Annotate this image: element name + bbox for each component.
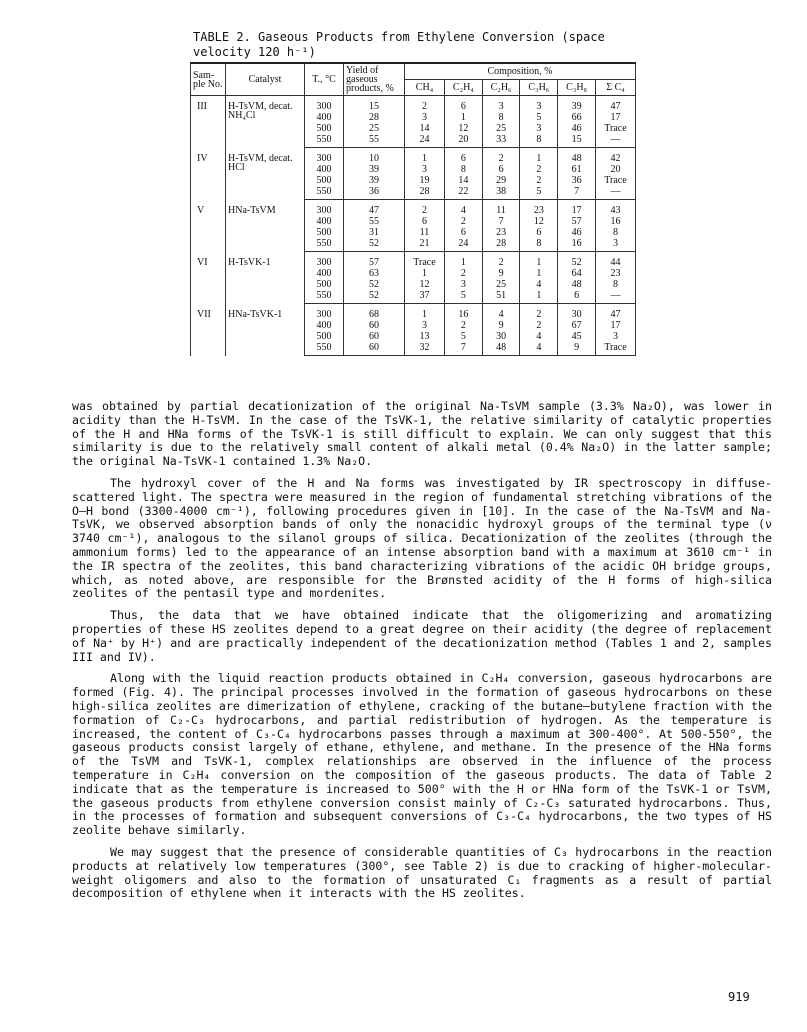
yield-cell: 28 [344,112,405,123]
yield-cell: 47 [344,200,405,217]
header-composition-col: C₂H₆ [482,80,520,96]
composition-cell: 67 [558,320,596,331]
yield-cell: 10 [344,148,405,165]
composition-cell: 5 [520,186,558,200]
composition-cell: 2 [482,148,520,165]
temperature-cell: 550 [305,290,344,304]
composition-cell: 9 [482,268,520,279]
composition-cell: 7 [558,186,596,200]
header-composition: Composition, % [405,63,636,80]
composition-cell: 8 [482,112,520,123]
composition-cell: 36 [558,175,596,186]
composition-cell: 17 [595,320,635,331]
composition-cell: 1 [405,268,445,279]
header-yield: Yield of gaseous products, % [344,63,405,96]
yield-cell: 52 [344,279,405,290]
composition-cell: 66 [558,112,596,123]
body-paragraph: The hydroxyl cover of the H and Na forms was investigated by IR spectroscopy in diffuse-scattered light. The spectra were measured in the region of fundamental stretching vibrations of the O—H bond (3300-4000 cm⁻¹), following procedures given in [10]. In the case of the Na-TsVM and Na-TsVK, we observed absorption bands of only the nonacidic hydroxyl groups of the terminal type (ν 3740 cm⁻¹), analogous to the silanol groups of silica. Decationization of the zeolites (through the ammonium forms) led to the appearance of an intense absorption band with a maximum at 3610 cm⁻¹ in the IR spectra of the zeolites, this band characterizing vibrations of the acidic OH bridge groups, which, as noted above, are responsible for the Brønsted acidity of the H forms of high-silica zeolites of the pentasil type and mordenites. [72,475,772,601]
composition-cell: 30 [558,304,596,321]
composition-cell: 5 [444,331,482,342]
composition-cell: 2 [520,164,558,175]
composition-cell: 42 [595,148,635,165]
composition-cell: 47 [595,304,635,321]
composition-cell: 23 [520,200,558,217]
temperature-cell: 400 [305,320,344,331]
temperature-cell: 550 [305,186,344,200]
yield-cell: 36 [344,186,405,200]
composition-cell: 8 [595,279,635,290]
composition-cell: 20 [444,134,482,148]
composition-cell: 2 [520,320,558,331]
composition-cell: 39 [558,96,596,113]
composition-cell: 19 [405,175,445,186]
composition-cell: 3 [520,123,558,134]
article-body [72,400,772,909]
header-composition-col: C₃H₈ [558,80,596,96]
composition-cell: 3 [520,96,558,113]
composition-cell: 46 [558,123,596,134]
composition-cell: 12 [444,123,482,134]
composition-cell: 52 [558,252,596,269]
header-sample: Sam-ple No. [191,63,226,96]
table-row [191,148,636,165]
temperature-cell: 500 [305,227,344,238]
temperature-cell: 500 [305,123,344,134]
catalyst-name: H-TsVM, decat. HCl [226,148,305,200]
composition-cell: 64 [558,268,596,279]
composition-cell: 8 [444,164,482,175]
composition-cell: 6 [444,96,482,113]
composition-cell: 17 [558,200,596,217]
composition-cell: 30 [482,331,520,342]
body-paragraph: We may suggest that the presence of considerable quantities of C₃ hydrocarbons in the reaction products at relatively low temperatures (300°, see Table 2) is due to cracking of higher-molecular-weight oligomers and also to the formation of unsaturated C₁ fragments as a result of partial decomposition of ethylene when it interacts with the HS zeolites. [72,844,772,901]
composition-cell: 3 [405,164,445,175]
yield-cell: 60 [344,331,405,342]
yield-cell: 39 [344,164,405,175]
composition-cell: 24 [444,238,482,252]
composition-cell: 28 [482,238,520,252]
composition-cell: 37 [405,290,445,304]
composition-cell: 6 [520,227,558,238]
yield-cell: 60 [344,342,405,356]
sample-number: III [191,96,226,148]
composition-cell: 1 [520,148,558,165]
composition-cell: 6 [405,216,445,227]
composition-cell: 6 [444,227,482,238]
composition-cell: 4 [520,279,558,290]
temperature-cell: 500 [305,279,344,290]
composition-cell: — [595,186,635,200]
yield-cell: 55 [344,134,405,148]
composition-cell: — [595,134,635,148]
composition-cell: 43 [595,200,635,217]
table-body [191,96,636,356]
header-catalyst: Catalyst [226,63,305,96]
composition-cell: 1 [405,148,445,165]
composition-cell: 21 [405,238,445,252]
gaseous-products-table [190,62,636,356]
yield-cell: 60 [344,320,405,331]
composition-cell: 3 [405,320,445,331]
composition-cell: 4 [520,342,558,356]
composition-cell: Trace [405,252,445,269]
composition-cell: 12 [405,279,445,290]
composition-cell: 16 [595,216,635,227]
yield-cell: 31 [344,227,405,238]
composition-cell: 5 [444,290,482,304]
body-paragraph: Along with the liquid reaction products obtained in C₂H₄ conversion, gaseous hydrocarbons are formed (Fig. 4). The principal processes involved in the formation of gaseous hydrocarbons on these high-silica zeolites are dimerization of ethylene, cracking of the butane—butylene fraction with the formation of C₂-C₃ hydrocarbons, and partial redistribution of hydrogen. As the temperature is increased, the content of C₃-C₄ hydrocarbons passes through a maximum at 300-400°. At 500-550°, the gaseous products consist largely of ethane, ethylene, and methane. In the presence of the HNa forms of the TsVM and TsVK-1, complex relationships are observed in the influence of the process temperature in C₂H₄ conversion on the composition of the gaseous products. The data of Table 2 indicate that as the temperature is increased to 500° with the H or HNa form of the TsVK-1 or TsVM, the gaseous products from ethylene conversion consist mainly of C₂-C₃ saturated hydrocarbons. Thus, in the processes of formation and subsequent conversions of C₃-C₄ hydrocarbons, the two types of HS zeolite behave similarly. [72,671,772,838]
yield-cell: 52 [344,290,405,304]
sample-number: VI [191,252,226,304]
temperature-cell: 400 [305,268,344,279]
composition-cell: 33 [482,134,520,148]
catalyst-name: HNa-TsVK-1 [226,304,305,356]
composition-cell: 38 [482,186,520,200]
composition-cell: 23 [595,268,635,279]
composition-cell: 7 [444,342,482,356]
composition-cell: 48 [482,342,520,356]
composition-cell: 6 [482,164,520,175]
composition-cell: 2 [444,320,482,331]
yield-cell: 57 [344,252,405,269]
composition-cell: 11 [405,227,445,238]
header-composition-col: C₂H₄ [444,80,482,96]
temperature-cell: 500 [305,175,344,186]
composition-cell: 8 [595,227,635,238]
composition-cell: 44 [595,252,635,269]
composition-cell: 16 [444,304,482,321]
composition-cell: 6 [558,290,596,304]
composition-cell: 23 [482,227,520,238]
body-paragraph: Thus, the data that we have obtained indicate that the oligomerizing and aromatizing properties of these HS zeolites depend to a great degree on their acidity (the degree of replacement of Na⁺ by H⁺) and are practically independent of the decationization method (Tables 1 and 2, samples III and IV). [72,608,772,664]
composition-cell: 2 [444,268,482,279]
composition-cell: — [595,290,635,304]
composition-cell: 12 [520,216,558,227]
composition-cell: 2 [444,216,482,227]
temperature-cell: 300 [305,200,344,217]
temperature-cell: 550 [305,134,344,148]
composition-cell: 11 [482,200,520,217]
composition-cell: 15 [558,134,596,148]
catalyst-name: HNa-TsVM [226,200,305,252]
temperature-cell: 300 [305,252,344,269]
composition-cell: 28 [405,186,445,200]
composition-cell: 48 [558,279,596,290]
temperature-cell: 300 [305,96,344,113]
composition-cell: 4 [444,200,482,217]
yield-cell: 55 [344,216,405,227]
sample-number: IV [191,148,226,200]
composition-cell: 2 [520,304,558,321]
composition-cell: 14 [405,123,445,134]
catalyst-name: H-TsVK-1 [226,252,305,304]
composition-cell: 25 [482,279,520,290]
header-composition-col: Σ C₄ [595,80,635,96]
composition-cell: 29 [482,175,520,186]
yield-cell: 39 [344,175,405,186]
composition-cell: 17 [595,112,635,123]
composition-cell: 14 [444,175,482,186]
page-number: 919 [728,990,750,1004]
composition-cell: 3 [595,238,635,252]
table-row [191,96,636,113]
body-paragraph: was obtained by partial decationization of the original Na-TsVM sample (3.3% Na₂O), was lower in acidity than the H-TsVM. In the case of the TsVK-1, the relative similarity of catalytic properties of the H and HNa forms of the TsVK-1 is still difficult to explain. We can only suggest that this similarity is due to the relatively small content of alkali metal (0.4% Na₂O) in the latter sample; the original Na-TsVK-1 contained 1.3% Na₂O. [72,399,772,469]
temperature-cell: 400 [305,112,344,123]
temperature-cell: 300 [305,148,344,165]
temperature-cell: 500 [305,331,344,342]
composition-cell: 1 [520,290,558,304]
temperature-cell: 300 [305,304,344,321]
table-caption: TABLE 2. Gaseous Products from Ethylene Conversion (space velocity 120 h⁻¹) [193,30,605,59]
composition-cell: 3 [444,279,482,290]
yield-cell: 52 [344,238,405,252]
composition-cell: 8 [520,238,558,252]
composition-cell: 9 [482,320,520,331]
composition-cell: 32 [405,342,445,356]
composition-cell: 1 [444,252,482,269]
composition-cell: 20 [595,164,635,175]
composition-cell: 1 [520,252,558,269]
temperature-cell: 400 [305,164,344,175]
composition-cell: 2 [405,200,445,217]
composition-cell: 22 [444,186,482,200]
composition-cell: 6 [444,148,482,165]
composition-cell: 3 [595,331,635,342]
composition-cell: 13 [405,331,445,342]
composition-cell: 1 [405,304,445,321]
temperature-cell: 400 [305,216,344,227]
composition-cell: 46 [558,227,596,238]
composition-cell: 8 [520,134,558,148]
composition-cell: Trace [595,175,635,186]
composition-cell: 5 [520,112,558,123]
table-row [191,200,636,217]
table-row [191,252,636,269]
yield-cell: 68 [344,304,405,321]
composition-cell: 7 [482,216,520,227]
composition-cell: 61 [558,164,596,175]
composition-cell: 16 [558,238,596,252]
catalyst-name: H-TsVM, decat. NH₄Cl [226,96,305,148]
composition-cell: Trace [595,342,635,356]
composition-cell: 4 [482,304,520,321]
composition-cell: 1 [444,112,482,123]
table-row [191,304,636,321]
header-composition-col: C₃H₆ [520,80,558,96]
yield-cell: 15 [344,96,405,113]
header-temperature: T., °C [305,63,344,96]
composition-cell: 3 [405,112,445,123]
yield-cell: 63 [344,268,405,279]
temperature-cell: 550 [305,342,344,356]
composition-cell: 24 [405,134,445,148]
composition-cell: 47 [595,96,635,113]
composition-cell: 48 [558,148,596,165]
composition-cell: 2 [405,96,445,113]
temperature-cell: 550 [305,238,344,252]
composition-cell: 57 [558,216,596,227]
composition-cell: 3 [482,96,520,113]
composition-cell: 1 [520,268,558,279]
composition-cell: Trace [595,123,635,134]
composition-cell: 2 [482,252,520,269]
composition-cell: 4 [520,331,558,342]
yield-cell: 25 [344,123,405,134]
header-composition-col: CH₄ [405,80,445,96]
composition-cell: 51 [482,290,520,304]
composition-cell: 9 [558,342,596,356]
composition-cell: 2 [520,175,558,186]
sample-number: V [191,200,226,252]
composition-cell: 25 [482,123,520,134]
sample-number: VII [191,304,226,356]
composition-cell: 45 [558,331,596,342]
